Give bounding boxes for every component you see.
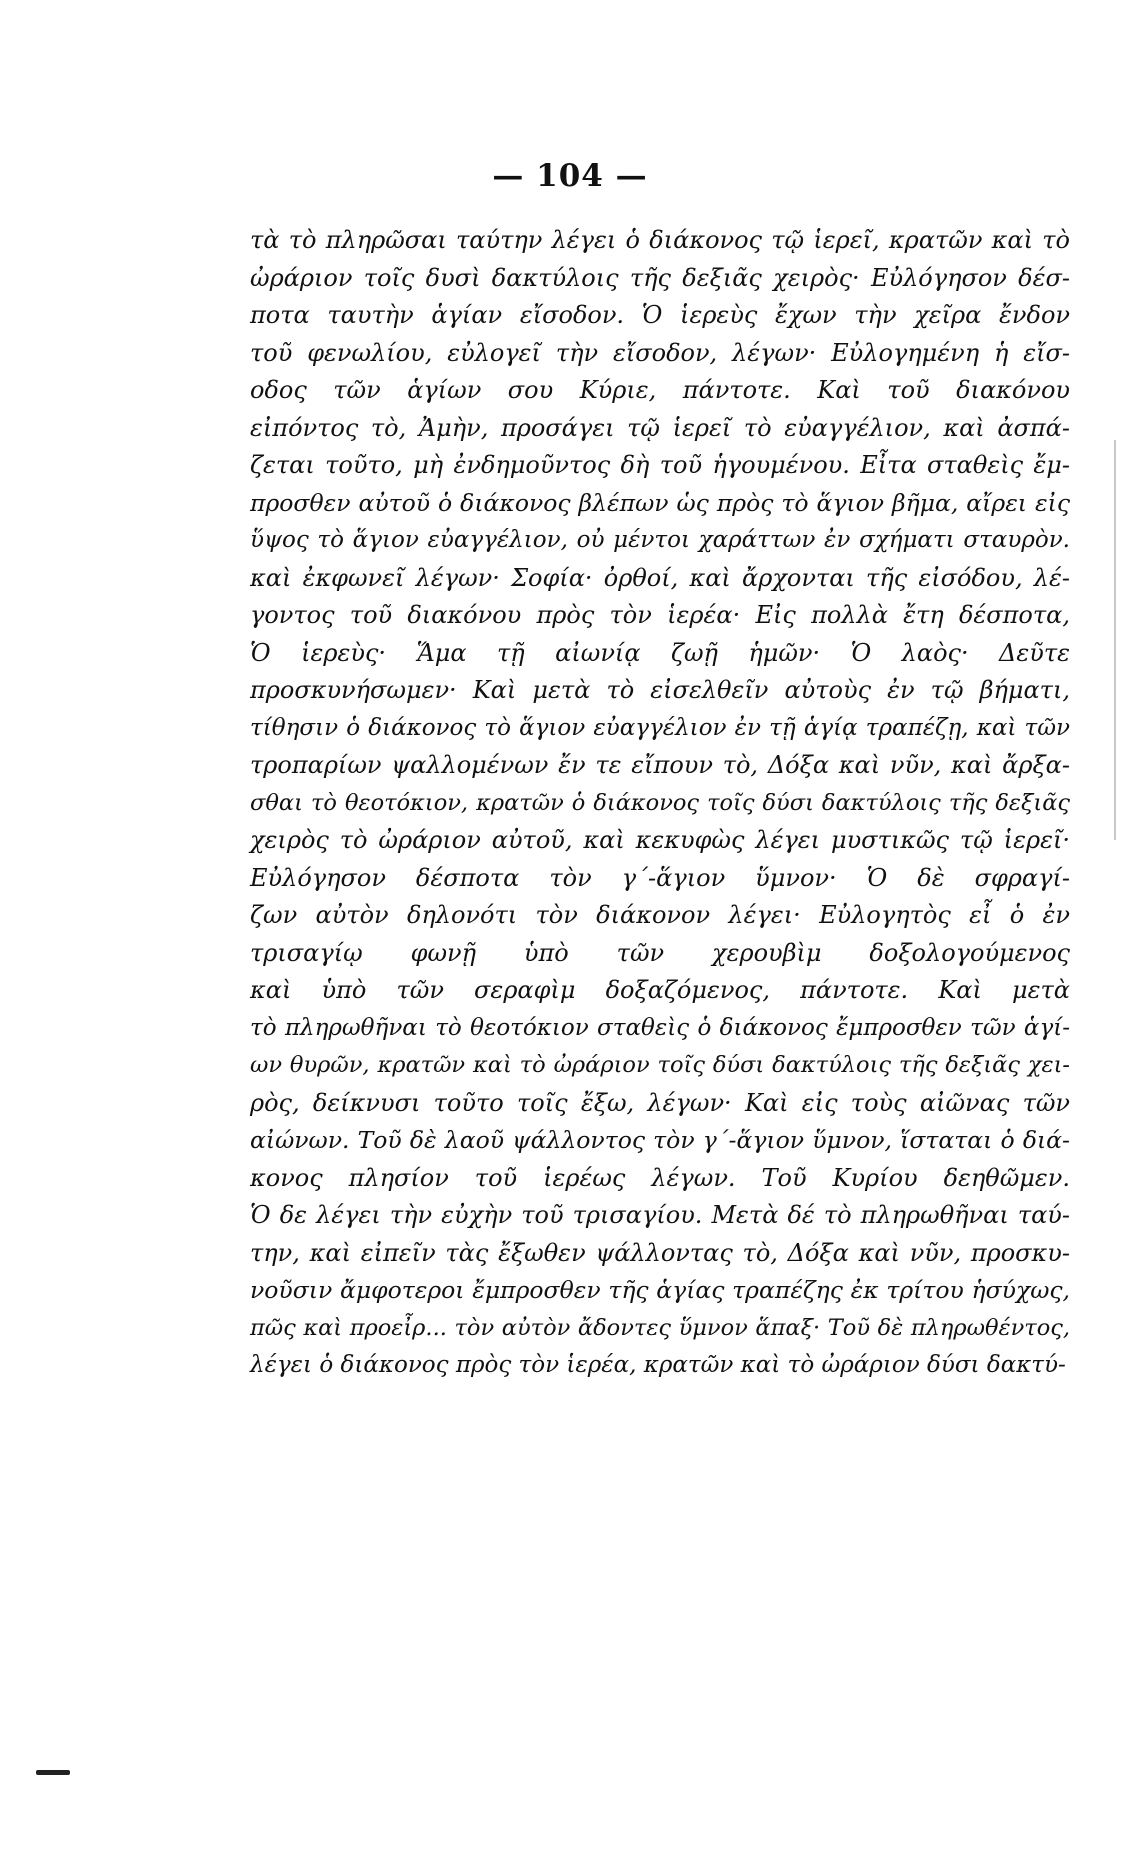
text-line: καὶ ὑπὸ τῶν σεραφὶμ δοξαζόμενος, πάντοτε. Καὶ μετὰ [250,976,1070,1004]
scan-dash-mark [36,1770,70,1775]
text-line: τροπαρίων ψαλλομένων ἔν τε εἴπουν τὸ, Δόξα καὶ νῦν, καὶ ἄρξα- [250,751,1070,779]
text-line: εἰπόντος τὸ, Ἀμὴν, προσάγει τῷ ἱερεῖ τὸ εὐαγγέλιον, καὶ ἀσπά- [250,413,1070,442]
text-line: τίθησιν ὁ διάκονος τὸ ἅγιον εὐαγγέλιον ἐν τῇ ἁγίᾳ τραπέζῃ, καὶ τῶν [250,714,1070,741]
text-line: αἰώνων. Τοῦ δὲ λαοῦ ψάλλοντος τὸν γ΄-ἅγιον ὕμνον, ἵσταται ὁ διά- [250,1126,1070,1154]
text-line: Ὁ δε λέγει τὴν εὐχὴν τοῦ τρισαγίου. Μετὰ δέ τὸ πληρωθῆναι ταύ- [250,1201,1070,1229]
text-line: κονος πλησίον τοῦ ἱερέως λέγων. Τοῦ Κυρίου δεηθῶμεν. [250,1163,1070,1192]
text-line: πῶς καὶ προεἶρ... τὸν αὐτὸν ἄδοντες ὕμνον ἅπαξ· Τοῦ δὲ πληρωθέντος, [250,1314,1070,1341]
page-edge-line [1114,440,1116,840]
text-line: ων θυρῶν, κρατῶν καὶ τὸ ὠράριον τοῖς δύσι δακτύλοις τῆς δεξιᾶς χει- [250,1052,1070,1078]
text-line: ποτα ταυτὴν ἁγίαν εἴσοδον. Ὁ ἱερεὺς ἔχων τὴν χεῖρα ἔνδον [250,301,1070,329]
text-line: ζων αὐτὸν δηλονότι τὸν διάκονον λέγει· Εὐλογητὸς εἶ ὁ ἐν [250,901,1070,929]
text-line: τοῦ φενωλίου, εὐλογεῖ τὴν εἴσοδον, λέγων· Εὐλογημένη ἡ εἴσ- [250,338,1070,367]
text-line: προσθεν αὐτοῦ ὁ διάκονος βλέπων ὡς πρὸς τὸ ἅγιον βῆμα, αἴρει εἰς [250,488,1070,517]
text-line: σθαι τὸ θεοτόκιον, κρατῶν ὁ διάκονος τοῖς δύσι δακτύλοις τῆς δεξιᾶς [250,789,1070,816]
text-line: ὠράριον τοῖς δυσὶ δακτύλοις τῆς δεξιᾶς χειρὸς· Εὐλόγησον δέσ- [250,263,1070,292]
text-line: Εὐλόγησον δέσποτα τὸν γ΄-ἅγιον ὕμνον· Ὁ δὲ σφραγί- [250,863,1070,892]
text-line: οδος τῶν ἁγίων σου Κύριε, πάντοτε. Καὶ τοῦ διακόνου [250,376,1070,404]
text-line: ρὸς, δείκνυσι τοῦτο τοῖς ἔξω, λέγων· Καὶ εἰς τοὺς αἰῶνας τῶν [250,1088,1070,1117]
text-line: ὕψος τὸ ἅγιον εὐαγγέλιον, οὐ μέντοι χαράττων ἐν σχήματι σταυρὸν. [250,527,1070,553]
text-line: καὶ ἐκφωνεῖ λέγων· Σοφία· ὀρθοί, καὶ ἄρχονται τῆς εἰσόδου, λέ- [250,563,1070,592]
text-line: τρισαγίῳ φωνῇ ὑπὸ τῶν χερουβὶμ δοξολογούμενος [250,938,1070,967]
page-number: — 104 — [492,158,648,194]
text-line: προσκυνήσωμεν· Καὶ μετὰ τὸ εἰσελθεῖν αὐτοὺς ἐν τῷ βήματι, [250,676,1070,704]
text-line: τὰ τὸ πληρῶσαι ταύτην λέγει ὁ διάκονος τῷ ἱερεῖ, κρατῶν καὶ τὸ [250,226,1070,254]
text-line: χειρὸς τὸ ὠράριον αὐτοῦ, καὶ κεκυφὼς λέγει μυστικῶς τῷ ἱερεῖ· [250,826,1070,854]
body-text [250,222,1070,1385]
text-line: τὸ πληρωθῆναι τὸ θεοτόκιον σταθεὶς ὁ διάκονος ἔμπροσθεν τῶν ἁγί- [250,1014,1070,1041]
text-line: λέγει ὁ διάκονος πρὸς τὸν ἱερέα, κρατῶν καὶ τὸ ὠράριον δύσι δακτύ- [250,1352,1066,1378]
text-line: την, καὶ εἰπεῖν τὰς ἔξωθεν ψάλλοντας τὸ, Δόξα καὶ νῦν, προσκυ- [250,1238,1070,1267]
text-line: Ὁ ἱερεὺς· Ἅμα τῇ αἰωνίᾳ ζωῇ ἡμῶν· Ὁ λαὸς· Δεῦτε [250,638,1070,667]
text-line: ζεται τοῦτο, μὴ ἐνδημοῦντος δὴ τοῦ ἡγουμένου. Εἶτα σταθεὶς ἔμ- [250,451,1070,479]
text-line: γοντος τοῦ διακόνου πρὸς τὸν ἱερέα· Εἰς πολλὰ ἔτη δέσποτα, [250,601,1070,629]
text-line: νοῦσιν ἄμφοτεροι ἔμπροσθεν τῆς ἁγίας τραπέζης ἐκ τρίτου ἡσύχως, [250,1276,1070,1304]
